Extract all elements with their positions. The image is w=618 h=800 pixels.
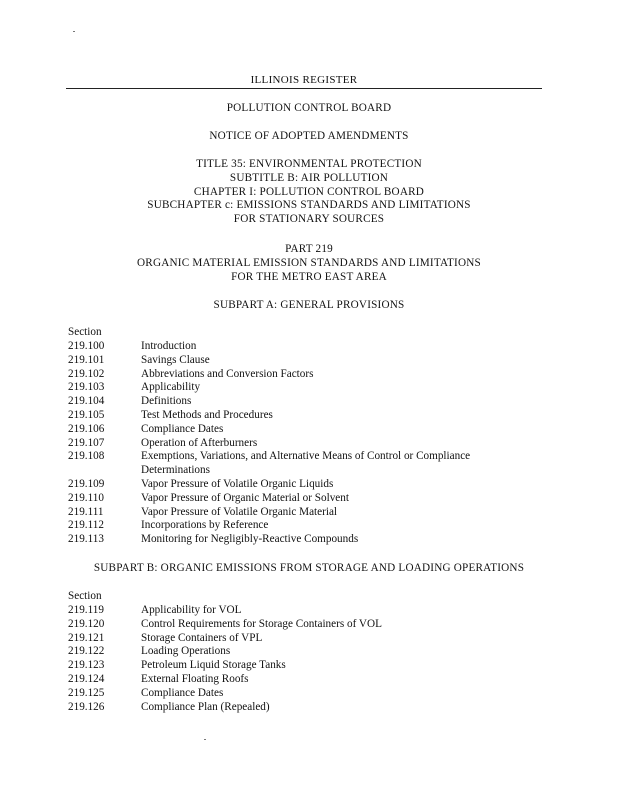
section-number: 219.126 <box>68 700 105 713</box>
subchapter-line-cont: FOR STATIONARY SOURCES <box>233 213 385 226</box>
section-row <box>68 368 548 382</box>
section-number: 219.104 <box>68 395 105 408</box>
section-row <box>68 673 548 687</box>
section-title: Test Methods and Procedures <box>141 408 273 421</box>
section-row <box>68 423 548 437</box>
section-number: 219.109 <box>68 477 105 490</box>
section-number: 219.106 <box>68 422 105 435</box>
scan-speck <box>204 739 206 740</box>
section-number: 219.100 <box>68 340 105 352</box>
section-row <box>68 409 548 423</box>
section-row <box>68 340 548 354</box>
part-number: PART 219 <box>285 243 333 255</box>
notice-title: NOTICE OF ADOPTED AMENDMENTS <box>209 130 409 142</box>
section-title: Operation of Afterburners <box>141 436 258 449</box>
section-row <box>68 659 548 673</box>
section-title: Storage Containers of VPL <box>141 631 263 644</box>
section-title: Savings Clause <box>141 353 210 366</box>
section-row <box>68 395 548 409</box>
section-row <box>68 492 548 506</box>
subpart-b-heading <box>0 562 618 576</box>
section-row <box>68 632 548 646</box>
subpart-a-title: SUBPART A: GENERAL PROVISIONS <box>213 299 405 311</box>
section-number: 219.119 <box>68 604 104 616</box>
section-title: Incorporations by Reference <box>141 519 269 532</box>
section-title: Exemptions, Variations, and Alternative Means of Control or Compliance Determinations <box>141 450 471 477</box>
section-title: Monitoring for Negligibly-Reactive Compounds <box>141 533 359 546</box>
section-title: Control Requirements for Storage Containers of VOL <box>141 617 382 630</box>
section-title: Applicability <box>141 381 201 394</box>
section-number: 219.111 <box>68 505 104 518</box>
section-row <box>68 381 548 395</box>
section-title: Applicability for VOL <box>141 604 242 616</box>
section-number: 219.101 <box>68 353 105 366</box>
subtitle-line: SUBTITLE B: AIR POLLUTION <box>229 171 389 184</box>
subchapter-line: SUBCHAPTER c: EMISSIONS STANDARDS AND LIMITATIONS <box>147 199 471 212</box>
section-number: 219.125 <box>68 686 105 699</box>
part-heading <box>0 243 618 284</box>
section-title: Petroleum Liquid Storage Tanks <box>141 659 286 672</box>
section-title: Vapor Pressure of Organic Material or Solvent <box>141 491 349 504</box>
section-number: 219.105 <box>68 408 105 421</box>
section-row <box>68 618 548 632</box>
agency-name: POLLUTION CONTROL BOARD <box>226 102 392 114</box>
section-number: 219.121 <box>68 631 105 644</box>
section-label: Section <box>68 590 102 602</box>
section-number: 219.122 <box>68 645 105 658</box>
section-title: Definitions <box>141 395 192 408</box>
section-row <box>68 687 548 701</box>
agency-heading <box>0 102 618 116</box>
section-title: Abbreviations and Conversion Factors <box>141 367 314 380</box>
section-title: Introduction <box>141 340 197 352</box>
section-title: Loading Operations <box>141 645 231 658</box>
section-number: 219.124 <box>68 672 105 685</box>
part-name-line1: ORGANIC MATERIAL EMISSION STANDARDS AND LIMITATIONS <box>137 256 481 269</box>
section-row <box>68 478 548 492</box>
section-label: Section <box>68 326 102 338</box>
section-number: 219.110 <box>68 491 104 504</box>
section-number: 219.120 <box>68 617 105 630</box>
section-number: 219.107 <box>68 436 105 449</box>
title-line: TITLE 35: ENVIRONMENTAL PROTECTION <box>196 158 422 170</box>
section-number: 219.103 <box>68 381 105 394</box>
section-row <box>68 701 548 715</box>
section-row <box>68 506 548 520</box>
section-title: Vapor Pressure of Volatile Organic Material <box>141 505 338 518</box>
section-row <box>68 533 548 547</box>
register-title: ILLINOIS REGISTER <box>250 74 358 86</box>
section-title: External Floating Roofs <box>141 672 249 685</box>
notice-heading <box>0 130 618 144</box>
subpart-b-title: SUBPART B: ORGANIC EMISSIONS FROM STORAGE AND LOADING OPERATIONS <box>93 562 525 574</box>
section-row <box>68 519 548 533</box>
section-row <box>68 604 548 618</box>
section-number: 219.113 <box>68 533 104 546</box>
chapter-line: CHAPTER I: POLLUTION CONTROL BOARD <box>193 185 425 198</box>
section-title: Compliance Plan (Repealed) <box>141 700 270 713</box>
section-row <box>68 437 548 451</box>
section-row <box>68 450 548 478</box>
part-name-line2: FOR THE METRO EAST AREA <box>231 270 387 283</box>
section-title: Vapor Pressure of Volatile Organic Liquids <box>141 477 334 490</box>
subpart-a-heading <box>0 299 618 313</box>
section-number: 219.112 <box>68 519 104 532</box>
section-title: Compliance Dates <box>141 686 224 699</box>
register-header <box>66 72 542 89</box>
code-titles <box>0 158 618 227</box>
section-number: 219.108 <box>68 450 105 463</box>
subpart-b-section-list <box>68 590 548 714</box>
section-number: 219.102 <box>68 367 105 380</box>
subpart-a-section-list <box>68 326 548 547</box>
section-title: Compliance Dates <box>141 422 224 435</box>
scan-speck <box>73 31 75 32</box>
section-row <box>68 354 548 368</box>
section-row <box>68 645 548 659</box>
section-number: 219.123 <box>68 659 105 672</box>
